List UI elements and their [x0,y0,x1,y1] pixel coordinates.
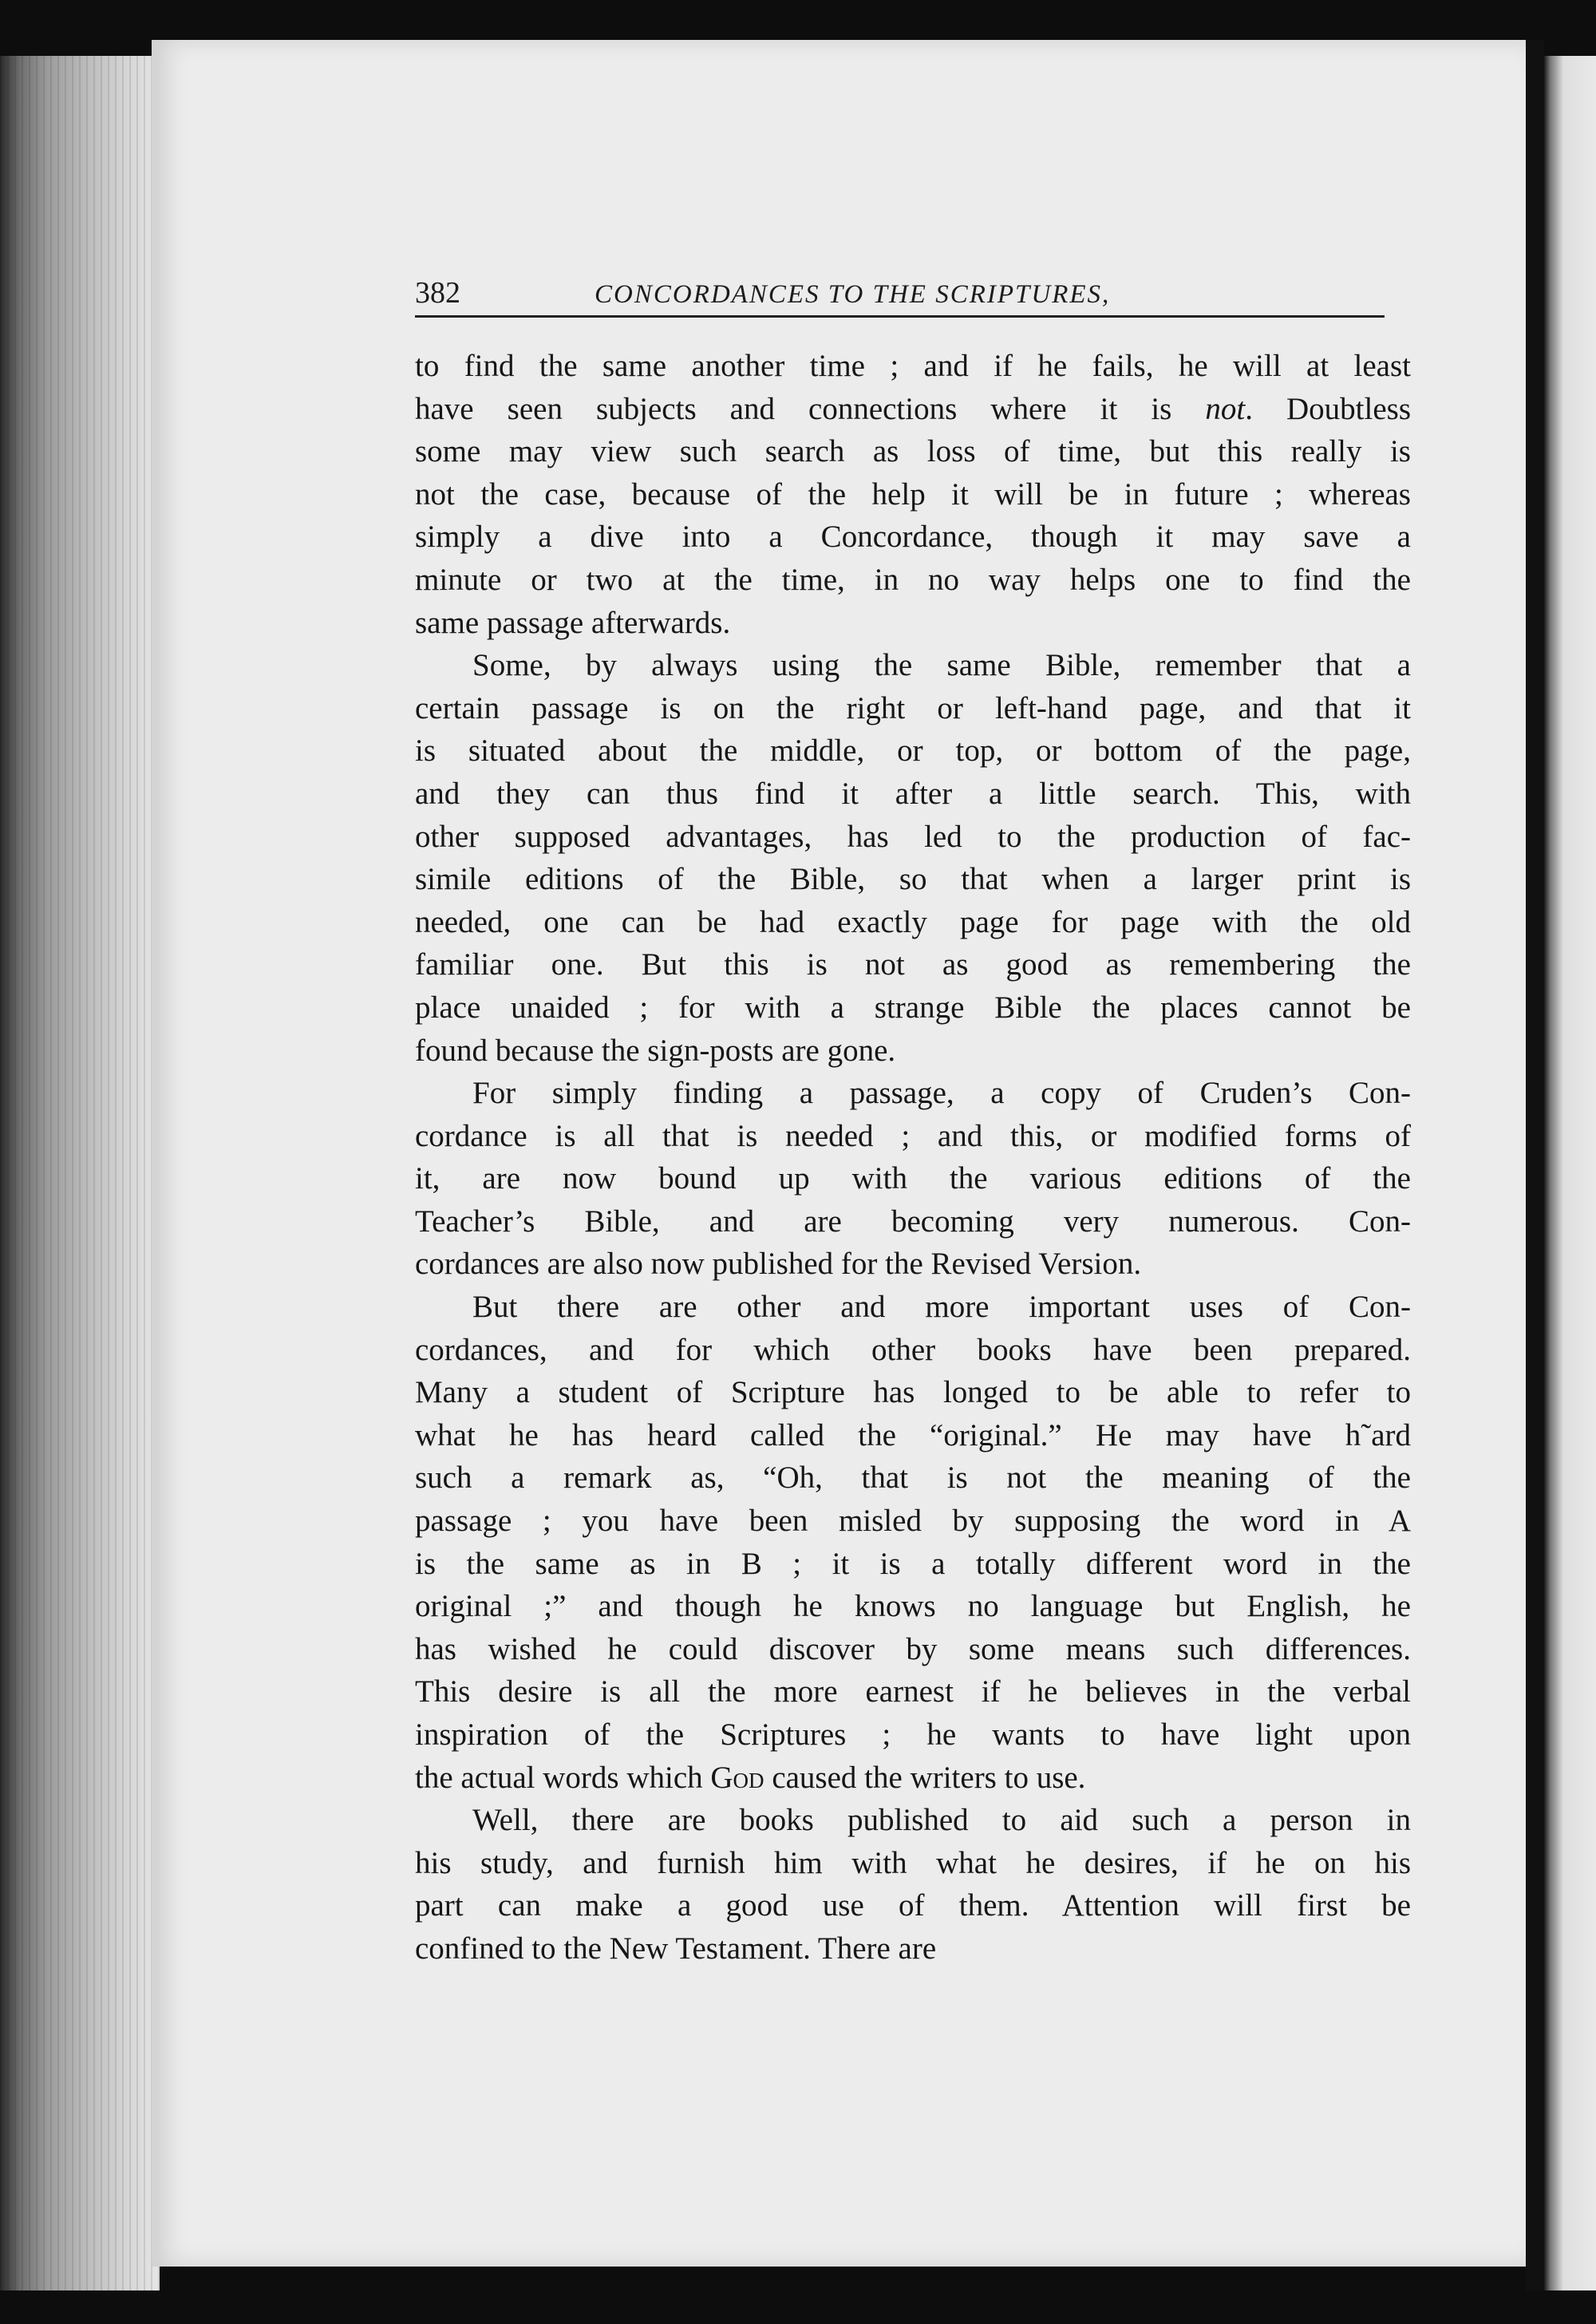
text-line: part can make a good use of them. Attention will first be [415,1888,1411,1923]
page-gutter-shadow [1526,40,1544,2290]
text-line: Teacher’s Bible, and are becoming very numerous. Con- [415,1204,1411,1239]
paragraph [415,1072,1411,1286]
text-line: needed, one can be had exactly page for page with the old [415,904,1411,939]
text-line: have seen subjects and connections where it is not. Doubtless [415,391,1412,426]
text-line: certain passage is on the right or left-hand page, and that it [415,690,1411,725]
text-line: But there are other and more important uses of Con- [472,1290,1411,1325]
text-line: passage ; you have been misle⁠d by supposing the word in A [415,1504,1411,1539]
right-page-edge [1544,56,1596,2290]
text-line: is the same as in B ; it is a totally different word in the [415,1546,1411,1581]
text-line: other supposed advantages, has led to the production of fac- [415,819,1411,854]
text-line: cordance is all that is needed ; and this, or modified forms of [415,1118,1411,1153]
paragraph [415,644,1411,1072]
text-line: what he has heard called the “original.” He may have h˜ard [415,1417,1411,1452]
text-line: cordances are also now published for the Revised Version. [415,1247,1142,1282]
text-line: original ;” and though he knows no language but English, he [415,1589,1411,1624]
running-title: CONCORDANCES TO THE SCRIPTURES, [595,280,1111,309]
text-line: For simply finding a passage, a copy of Cruden’s Con- [472,1076,1411,1111]
text-line: it, are now bound up with the various editions of the [415,1161,1411,1196]
text-line: This desire is all the more earnest if he believes in the verbal [415,1674,1411,1709]
text-line: inspiration of the Scriptures ; he wants to have light upon [415,1717,1411,1752]
text-line: Well, there are books published to aid such a person in [472,1803,1411,1838]
text-line: Some, by always using the same Bible, remember that a [472,648,1411,683]
left-page-edges [0,56,160,2290]
text-line: such a remark as, “Oh, that is not the meaning of the [415,1460,1411,1496]
text-line: the actual words which God caused the writers to use. [415,1760,1086,1795]
text-line: simile editions of the Bible, so that when a larger print is [415,862,1411,897]
text-line: cordances, and for which other books have been prepared. [415,1332,1411,1367]
paragraph [415,345,1411,644]
text-line: is situated about the middle, or top, or bottom of the page, [415,733,1411,769]
text-line: not the case, because of the help it will be in future ; whereas [415,476,1411,512]
text-line: some may view such search as loss of time, but this really is [415,434,1411,469]
text-line: familiar one. But this is not as good as remembering the [415,947,1411,982]
text-line: simply a dive into a Concordance, though it may save a [415,520,1411,555]
page-number: 382 [415,276,460,310]
text-line: confined to the New Testament. There are [415,1931,937,1966]
text-line: his study, and furnish him with what he desires, if he on his [415,1845,1411,1880]
text-line: place unaided ; for with a strange Bible the places cannot be [415,990,1411,1025]
text-line: has wished he could discover by some means such differences. [415,1631,1411,1666]
text-line: Many a student of Scripture has longed to be able to refer to [415,1375,1411,1410]
italic-word: not [1205,391,1246,426]
text-line: to find the same another time ; and if he fails, he will at least [415,349,1411,383]
text-line: same passage afterwards. [415,605,731,640]
text-line: minute or two at the time, in no way helps one to find the [415,562,1411,597]
paragraph [415,1799,1411,1970]
small-caps-word: God [710,1760,764,1795]
body-text [415,345,1411,1970]
paragraph [415,1286,1411,1799]
text-line: and they can thus find it after a little search. This, with [415,776,1411,811]
text-line: found because the sign-posts are gone. [415,1033,896,1068]
running-head [415,275,1385,318]
